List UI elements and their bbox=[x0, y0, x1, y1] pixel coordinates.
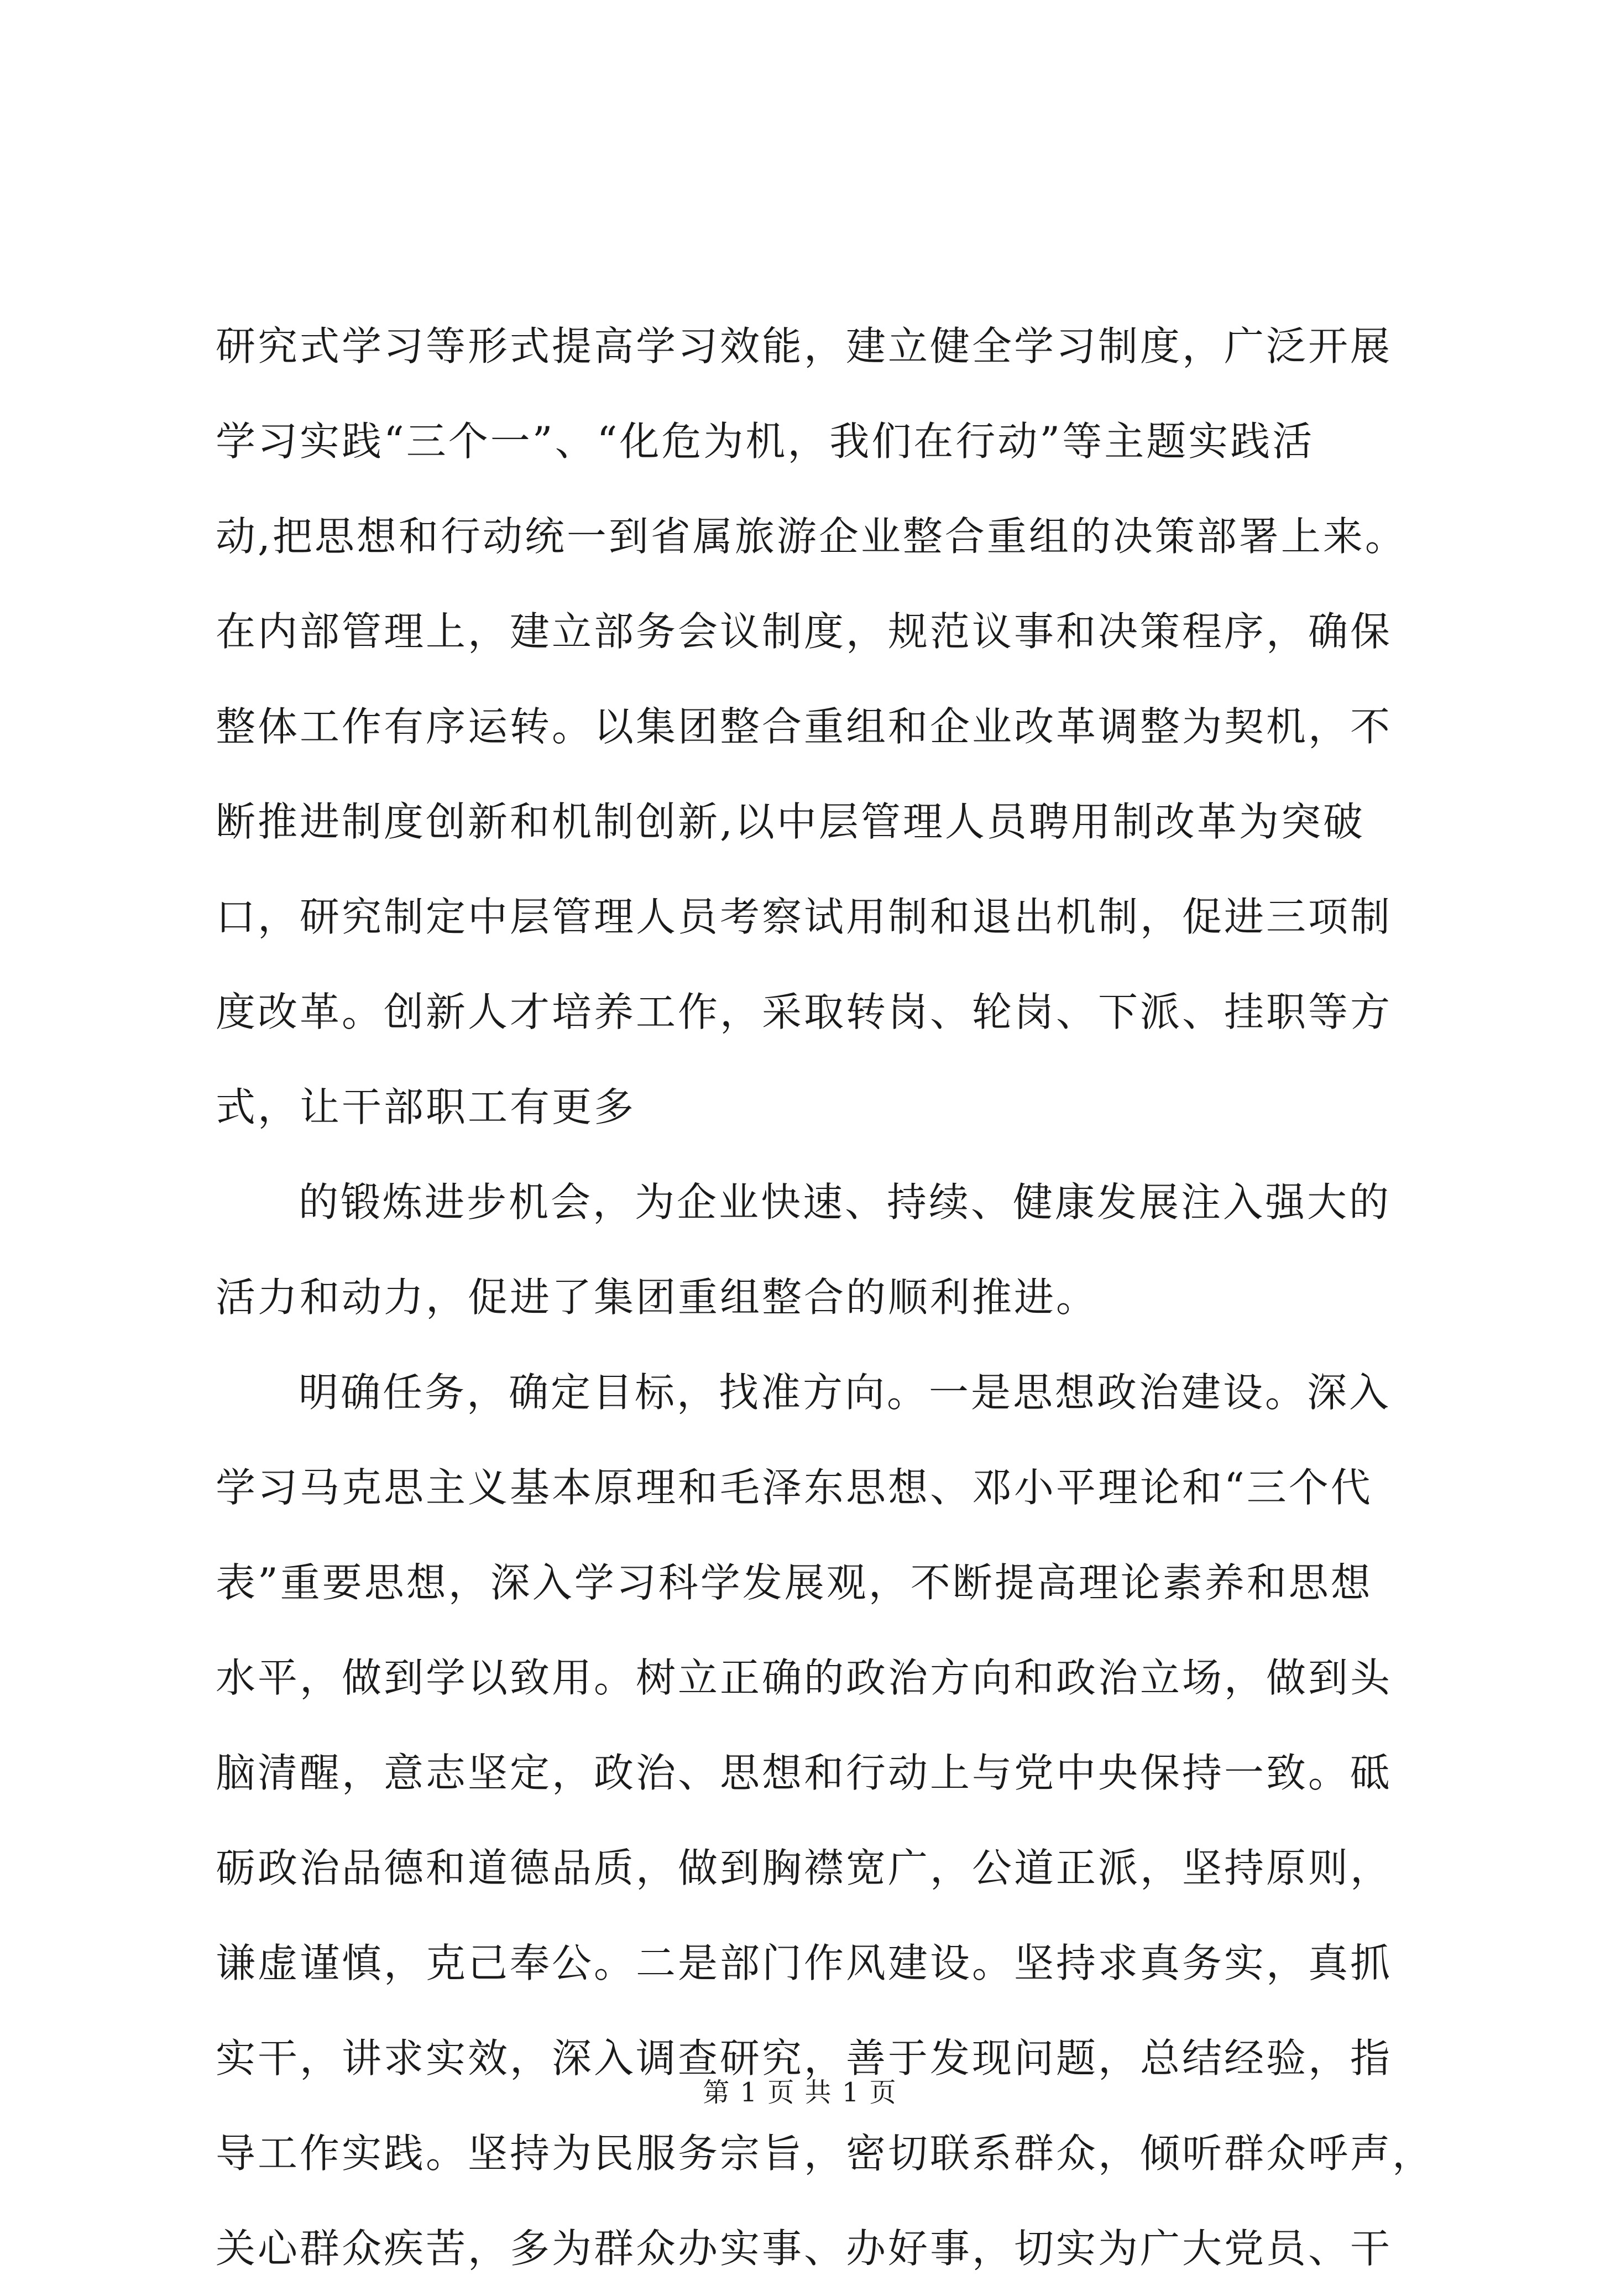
text-line: 的锻炼进步机会，为企业快速、持续、健康发展注入强大的 bbox=[299, 1179, 1392, 1225]
text-line: 谦虚谨慎，克己奉公。二是部门作风建设。坚持求真务实，真抓 bbox=[216, 1940, 1393, 1986]
text-line: 断推进制度创新和机制创新,以中层管理人员聘用制改革为突破 bbox=[216, 799, 1365, 845]
text-line: 学习实践“三个一”、“化危为机，我们在行动”等主题实践活 bbox=[216, 418, 1315, 465]
text-line: 脑清醒，意志坚定，政治、思想和行动上与党中央保持一致。砥 bbox=[216, 1750, 1393, 1796]
text-line: 活力和动力，促进了集团重组整合的顺利推进。 bbox=[216, 1274, 1099, 1321]
text-line: 研究式学习等形式提高学习效能，建立健全学习制度，广泛开展 bbox=[216, 323, 1393, 369]
text-line: 实干，讲求实效，深入调查研究，善于发现问题，总结经验，指 bbox=[216, 2035, 1393, 2081]
text-line: 学习马克思主义基本原理和毛泽东思想、邓小平理论和“三个代 bbox=[216, 1464, 1373, 1511]
text-line: 口，研究制定中层管理人员考察试用制和退出机制，促进三项制 bbox=[216, 894, 1393, 940]
text-line: 水平，做到学以致用。树立正确的政治方向和政治立场，做到头 bbox=[216, 1655, 1393, 1701]
text-line: 砺政治品德和道德品质，做到胸襟宽广，公道正派，坚持原则， bbox=[216, 1845, 1393, 1891]
text-line: 度改革。创新人才培养工作，采取转岗、轮岗、下派、挂职等方 bbox=[216, 989, 1393, 1035]
text-line: 关心群众疾苦，多为群众办实事、办好事，切实为广大党员、干 bbox=[216, 2225, 1393, 2272]
text-line: 表”重要思想，深入学习科学发展观，不断提高理论素养和思想 bbox=[216, 1559, 1373, 1606]
text-line: 明确任务，确定目标，找准方向。一是思想政治建设。深入 bbox=[299, 1369, 1392, 1416]
page-footer: 第 1 页 共 1 页 bbox=[703, 2077, 897, 2108]
text-line: 在内部管理上，建立部务会议制度，规范议事和决策程序，确保 bbox=[216, 608, 1393, 655]
body-text bbox=[216, 299, 1435, 2296]
text-line: 整体工作有序运转。以集团整合重组和企业改革调整为契机，不 bbox=[216, 703, 1393, 750]
text-line: 动,把思想和行动统一到省属旅游企业整合重组的决策部署上来。 bbox=[216, 513, 1407, 560]
text-line: 式，让干部职工有更多 bbox=[216, 1084, 636, 1130]
text-line: 导工作实践。坚持为民服务宗旨，密切联系群众，倾听群众呼声， bbox=[216, 2130, 1435, 2177]
